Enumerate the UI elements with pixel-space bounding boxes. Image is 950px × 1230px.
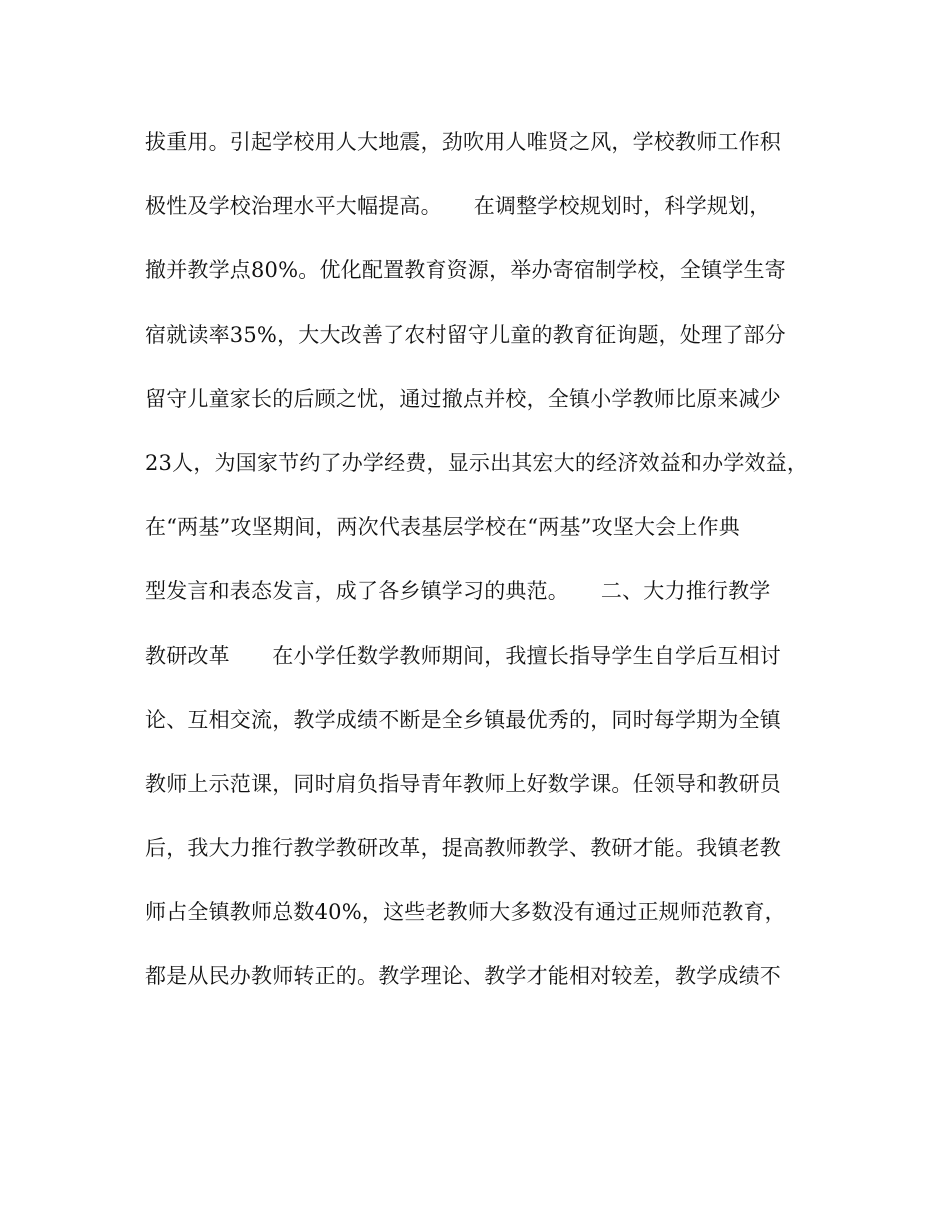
text-line: 宿就读率35%，大大改善了农村留守儿童的教育征询题，处理了部分	[145, 322, 786, 347]
body-text	[145, 120, 825, 1019]
text-line: 拔重用。引起学校用人大地震，劲吹用人唯贤之风，学校教师工作积	[145, 130, 781, 154]
text-line: 教师上示范课，同时肩负指导青年教师上好数学课。任领导和教研员	[145, 771, 781, 796]
text-line: 留守儿童家长的后顾之忧，通过撤点并校，全镇小学教师比原来减少	[145, 386, 781, 411]
text-line: 在“两基”攻坚期间，两次代表基层学校在“两基”攻坚大会上作典	[145, 515, 740, 540]
text-line: 师占全镇教师总数40%，这些老教师大多数没有通过正规师范教育，	[145, 900, 786, 925]
text-line: 型发言和表态发言，成了各乡镇学习的典范。 二、大力推行教学	[145, 579, 771, 604]
text-line: 撤并教学点80%。优化配置教育资源，举办寄宿制学校，全镇学生寄	[145, 258, 786, 283]
text-line: 都是从民办教师转正的。教学理论、教学才能相对较差，教学成绩不	[145, 964, 781, 989]
text-line: 教研改革 在小学任数学教师期间，我擅长指导学生自学后互相讨	[145, 643, 781, 668]
text-line: 极性及学校治理水平大幅提高。 在调整学校规划时，科学规划，	[145, 194, 771, 219]
text-line: 后，我大力推行教学教研改革，提高教师教学、教研才能。我镇老教	[145, 836, 781, 861]
text-line: 23人，为国家节约了办学经费，显示出其宏大的经济效益和办学效益，	[145, 450, 809, 475]
text-line: 论、互相交流，教学成绩不断是全乡镇最优秀的，同时每学期为全镇	[145, 707, 781, 732]
